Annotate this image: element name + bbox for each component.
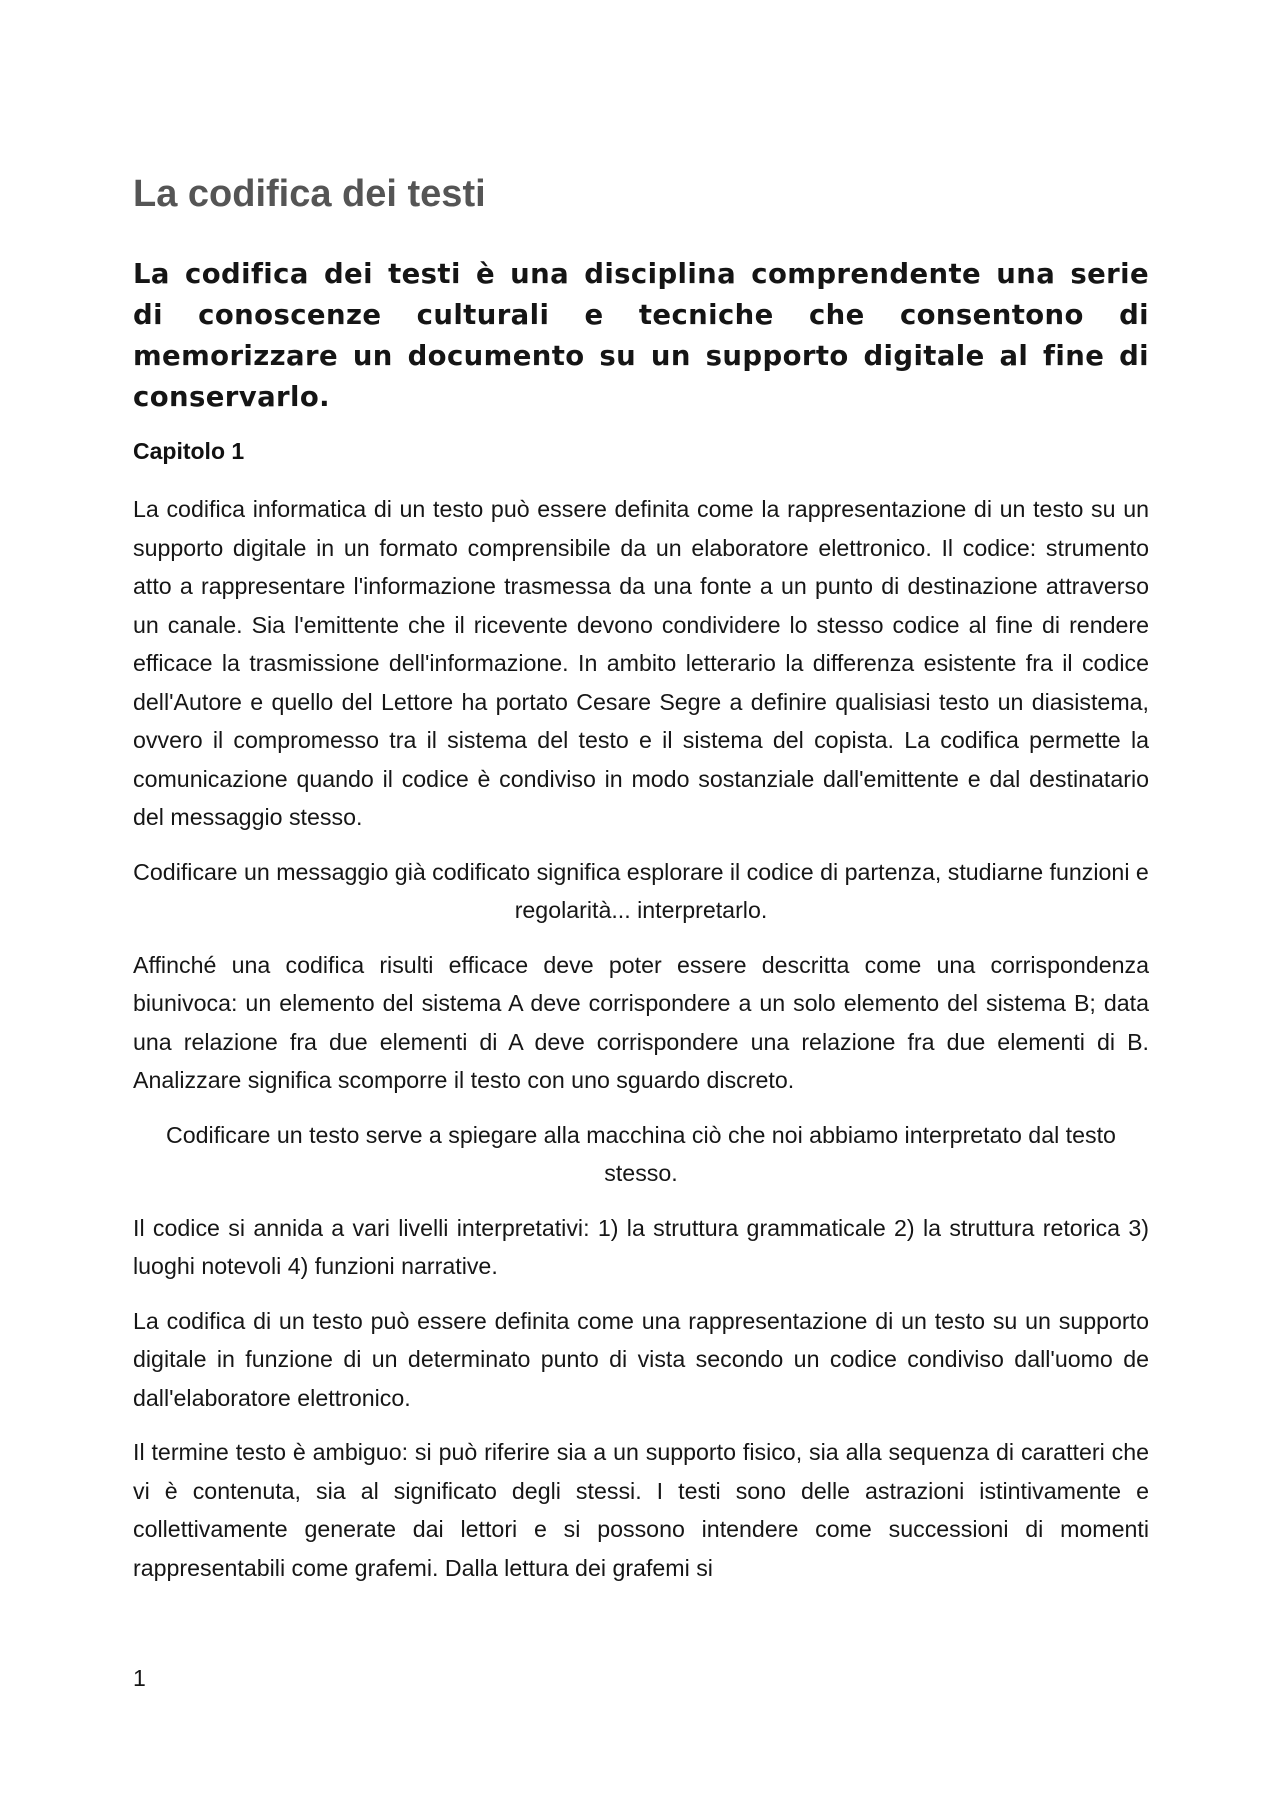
paragraph-termine-testo: Il termine testo è ambiguo: si può riferire sia a un supporto fisico, sia alla sequenza di caratteri che vi è contenuta, sia al significato degli stessi. I testi sono delle astrazioni istintivamente e collettivamente generate dai lettori e si possono intendere come successioni di momenti rappresentabili come grafemi. Dalla lettura dei grafemi si (133, 1439, 1149, 1581)
paragraph-codifica-definizione: La codifica di un testo può essere definita come una rappresentazione di un testo su un supporto digitale in funzione di un determinato punto di vista secondo un codice condiviso dall'uomo de dall'elaboratore elettronico. (133, 1307, 1149, 1411)
document-title: La codifica dei testi (133, 173, 486, 215)
paragraph-biunivoca: Affinché una codifica risulti efficace deve poter essere descritta come una corrispondenza biunivoca: un elemento del sistema A deve corrispondere a un solo elemento del sistema B; data una relazione fra due elementi di A deve corrispondere una relazione fra due elementi di B. Analizzare significa scomporre il testo con uno sguardo discreto. (133, 951, 1149, 1093)
page-number: 1 (133, 1665, 146, 1691)
paragraph-definition: La codifica informatica di un testo può essere definita come la rappresentazione di un testo su un supporto digitale in un formato comprensibile da un elaboratore elettronico. Il codice: strumento atto a rappresentare l'informazione trasmessa da una fonte a un punto di destinazione attraverso un canale. Sia l'emittente che il ricevente devono condividere lo stesso codice al fine di rendere efficace la trasmissione dell'informazione. In ambito letterario la differenza esistente fra il codice dell'Autore e quello del Lettore ha portato Cesare Segre a definire qualisiasi testo un diasistema, ovvero il compromesso tra il sistema del testo e il sistema del copista. La codifica permette la comunicazione quando il codice è condiviso in modo sostanziale dall'emittente e dal destinatario del messaggio stesso. (133, 496, 1149, 830)
document-subtitle: La codifica dei testi è una disciplina comprendente una serie di conoscenze culturali e tecniche che consentono di memorizzare un documento su un supporto digitale al fine di conservarlo. (133, 258, 1149, 413)
paragraph-quote-1: Codificare un messaggio già codificato significa esplorare il codice di partenza, studiarne funzioni e regolarità... interpretarlo. (133, 858, 1149, 923)
chapter-heading: Capitolo 1 (133, 438, 245, 464)
paragraph-quote-2: Codificare un testo serve a spiegare alla macchina ciò che noi abbiamo interpretato dal testo stesso. (166, 1121, 1116, 1186)
paragraph-livelli: Il codice si annida a vari livelli interpretativi: 1) la struttura grammaticale 2) la struttura retorica 3) luoghi notevoli 4) funzioni narrative. (133, 1214, 1149, 1279)
document-page (133, 170, 1149, 1603)
